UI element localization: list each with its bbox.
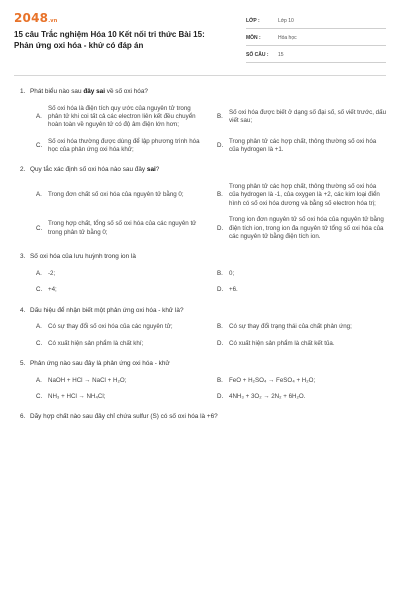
option-letter: D.: [217, 286, 224, 294]
question-text-emphasis: đây sai: [83, 88, 105, 95]
site-logo[interactable]: [14, 10, 219, 26]
question-text: Dấu hiệu để nhận biết một phản ứng oxi hóa - khử là?: [30, 306, 184, 314]
option-b[interactable]: [217, 183, 386, 208]
option-text: -2;: [48, 269, 56, 277]
question-5: [14, 360, 386, 401]
option-d[interactable]: [217, 340, 386, 348]
option-a[interactable]: [36, 183, 205, 208]
option-c[interactable]: [36, 286, 205, 294]
question-1: [14, 88, 386, 154]
question-6: [14, 413, 386, 422]
meta-value: Lớp 10: [278, 18, 294, 25]
option-c[interactable]: [36, 393, 205, 401]
option-d[interactable]: [217, 138, 386, 155]
option-b[interactable]: [217, 377, 386, 385]
document-title: 15 câu Trắc nghiệm Hóa 10 Kết nối tri thức Bài 15: Phản ứng oxi hóa - khử có đáp án: [14, 30, 205, 50]
option-text: FeO + H₂SO₄ → FeSO₄ + H₂O;: [229, 376, 316, 384]
option-a[interactable]: [36, 105, 205, 130]
option-a[interactable]: [36, 377, 205, 385]
meta-key: LỚP :: [246, 18, 260, 25]
option-c[interactable]: [36, 340, 205, 348]
option-b[interactable]: [217, 323, 386, 331]
options-grid: [14, 105, 386, 155]
logo-suffix: .vn: [48, 18, 58, 24]
option-d[interactable]: [217, 216, 386, 241]
meta-row-class: [246, 12, 386, 29]
meta-table: [246, 12, 386, 63]
option-text: 4NH₃ + 3O₂ → 2N₂ + 6H₂O.: [229, 392, 306, 400]
document-header: [14, 10, 386, 63]
question-header: [14, 360, 386, 369]
question-text: Dãy hợp chất nào sau đây chỉ chứa sulfur (S) có số oxi hóa là +6?: [30, 413, 218, 421]
question-number: 6.: [20, 413, 26, 421]
option-b[interactable]: [217, 270, 386, 278]
option-a[interactable]: [36, 270, 205, 278]
question-number: 3.: [20, 253, 26, 261]
logo-text: 2048: [14, 11, 49, 25]
options-grid: [14, 377, 386, 402]
option-c[interactable]: [36, 216, 205, 241]
question-2: [14, 166, 386, 241]
option-text: 0;: [229, 269, 235, 277]
question-text: [30, 88, 148, 97]
meta-key: SỐ CÂU :: [246, 52, 269, 59]
option-letter: C.: [36, 224, 43, 232]
header-divider: [14, 75, 386, 76]
header-left: [14, 10, 219, 52]
question-number: 5.: [20, 359, 26, 367]
question-text-pre: Quy tắc xác định số oxi hóa nào sau đây: [30, 166, 147, 174]
option-text: Có sự thay đổi số oxi hóa của các nguyên tử;: [48, 323, 173, 331]
option-text: Trong phân tử các hợp chất, thông thường số oxi hóa của hydrogen là +1.: [229, 137, 377, 154]
option-letter: B.: [217, 376, 223, 384]
question-header: [14, 88, 386, 97]
option-b[interactable]: [217, 105, 386, 130]
question-text-post: về số oxi hóa?: [104, 88, 148, 95]
option-text: Số oxi hóa thường được dùng để lập phương trình hóa học của phản ứng oxi hóa khử;: [48, 137, 200, 154]
options-grid: [14, 183, 386, 241]
option-text: +4;: [48, 286, 57, 294]
question-4: [14, 307, 386, 348]
question-text-emphasis: sai: [146, 166, 156, 174]
option-text: Trong phân tử các hợp chất, thông thường số oxi hóa của hydrogen là -1, của oxygen là +2, các kim loại điển hình có số oxi hóa dương và bằng số electron hóa trị;: [229, 183, 380, 207]
option-letter: B.: [217, 113, 223, 120]
option-letter: B.: [217, 323, 223, 331]
option-letter: C.: [36, 286, 43, 294]
meta-row-subject: [246, 29, 386, 46]
option-text: Trong ion đơn nguyên tử số oxi hóa của nguyên tử bằng điện tích ion, trong ion đa nguyên tử tổng số oxi hóa của các nguyên tử bằng điện tích ion.: [229, 216, 384, 240]
option-c[interactable]: [36, 138, 205, 155]
question-number: 4.: [20, 306, 26, 314]
option-text: Có xuất hiện sản phẩm là chất khí;: [48, 339, 144, 347]
option-text: NH₃ + HCl → NH₄Cl;: [48, 392, 106, 400]
option-letter: D.: [217, 392, 224, 400]
meta-value: 15: [278, 52, 284, 59]
option-letter: B.: [217, 191, 223, 199]
question-text: Số oxi hóa của lưu huỳnh trong ion là: [30, 253, 136, 261]
option-text: Có sự thay đổi trạng thái của chất phản ứng;: [229, 323, 352, 331]
meta-key: MÔN :: [246, 35, 261, 42]
option-text: Trong hợp chất, tổng số số oxi hóa của các nguyên tử trong phân tử bằng 0;: [48, 220, 197, 236]
question-text: [30, 166, 159, 175]
option-letter: C.: [36, 339, 43, 347]
option-d[interactable]: [217, 393, 386, 401]
question-3: [14, 253, 386, 294]
option-letter: C.: [36, 141, 43, 149]
option-letter: A.: [36, 191, 42, 199]
option-letter: D.: [217, 224, 224, 232]
option-letter: A.: [36, 269, 42, 277]
option-letter: A.: [36, 323, 42, 331]
option-text: Số oxi hóa là điện tích quy ước của nguyên tử trong phân tử khi coi tất cả các electron liên kết đều chuyển hoàn toàn về nguyên tử có độ âm điện lớn hơn;: [48, 104, 196, 129]
option-text: Số oxi hóa được biết ở dạng số đại số, số viết trước, dấu viết sau;: [229, 108, 387, 125]
option-a[interactable]: [36, 323, 205, 331]
option-letter: A.: [36, 113, 42, 120]
option-letter: D.: [217, 141, 224, 149]
option-letter: C.: [36, 392, 43, 400]
option-text: Có xuất hiện sản phẩm là chất kết tủa.: [229, 339, 335, 347]
option-text: +6.: [229, 286, 238, 294]
question-header: [14, 413, 386, 422]
question-text-pre: Phát biểu nào sau: [30, 88, 84, 95]
question-header: [14, 253, 386, 262]
option-letter: A.: [36, 376, 42, 384]
option-letter: B.: [217, 269, 223, 277]
question-number: 2.: [20, 166, 26, 174]
options-grid: [14, 323, 386, 348]
option-text: NaOH + HCl → NaCl + H₂O;: [48, 376, 127, 384]
options-grid: [14, 270, 386, 295]
question-text: Phản ứng nào sau đây là phản ứng oxi hóa - khử: [30, 359, 170, 367]
question-text-post: ?: [155, 166, 160, 174]
question-header: [14, 166, 386, 175]
question-number: 1.: [20, 88, 26, 95]
option-letter: D.: [217, 339, 224, 347]
meta-value: Hóa học: [278, 35, 297, 42]
meta-row-count: [246, 46, 386, 63]
option-d[interactable]: [217, 286, 386, 294]
question-header: [14, 307, 386, 316]
option-text: Trong đơn chất số oxi hóa của nguyên tử bằng 0;: [48, 191, 184, 199]
